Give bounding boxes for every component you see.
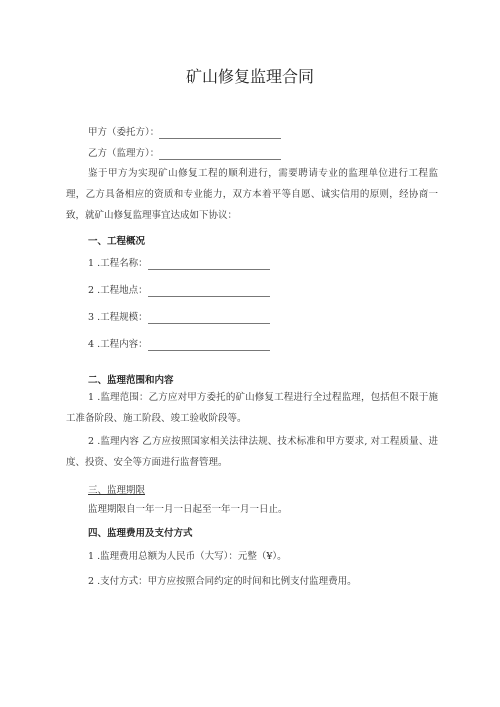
- project-scale-blank: [148, 313, 270, 324]
- project-name-label: 1 .工程名称：: [88, 258, 148, 269]
- section3-heading: 三、监理期限: [88, 485, 146, 496]
- project-scale-label: 3 .工程规模：: [88, 312, 148, 323]
- payment-method-text: 2 .支付方式：甲方应按照合同约定的时间和比例支付监理费用。: [88, 576, 357, 587]
- party-b-blank: [159, 149, 281, 160]
- project-content-line: [88, 338, 270, 351]
- project-location-line: [88, 284, 270, 297]
- supervision-content-paragraph: 2 .监理内容 乙方应按照国家相关法律法规、技术标准和甲方要求, 对工程质量、进度、投资、安全等方面进行监督管理。: [66, 436, 438, 468]
- party-a-blank: [159, 128, 281, 139]
- section1-heading: 一、工程概况: [88, 236, 146, 247]
- project-name-line: [88, 257, 270, 270]
- section2-heading: 二、监理范围和内容: [88, 375, 174, 386]
- project-location-blank: [148, 286, 270, 297]
- party-b-label: 乙方（监理方）：: [88, 148, 160, 159]
- project-content-blank: [148, 340, 270, 351]
- project-content-label: 4 .工程内容：: [88, 339, 148, 350]
- party-b-line: [88, 147, 281, 160]
- page-title: 矿山修复监理合同: [185, 67, 314, 86]
- project-location-label: 2 .工程地点：: [88, 285, 148, 296]
- supervision-scope-paragraph: 1 .监理范围：乙方应对甲方委托的矿山修复工程进行全过程监理，包括但不限于施工准备阶段、施工阶段、竣工验收阶段等。: [66, 392, 438, 424]
- project-name-blank: [148, 259, 270, 270]
- project-scale-line: [88, 311, 270, 324]
- supervision-period-text: 监理期限自一年一月一日起至一年一月一日止。: [88, 504, 288, 515]
- party-a-line: [88, 126, 281, 139]
- fee-total-text: 1 .监理费用总额为人民币（大写）：元整（¥）。: [88, 551, 287, 562]
- intro-paragraph: 鉴于甲方为实现矿山修复工程的顺利进行，需要聘请专业的监理单位进行工程监理，乙方具备相应的资质和专业能力，双方本着平等自愿、诚实信用的原则，经协商一致，就矿山修复监理事宜达成如下协议：: [66, 168, 438, 221]
- party-a-label: 甲方（委托方）：: [88, 127, 160, 138]
- section4-heading: 四、监理费用及支付方式: [88, 528, 193, 539]
